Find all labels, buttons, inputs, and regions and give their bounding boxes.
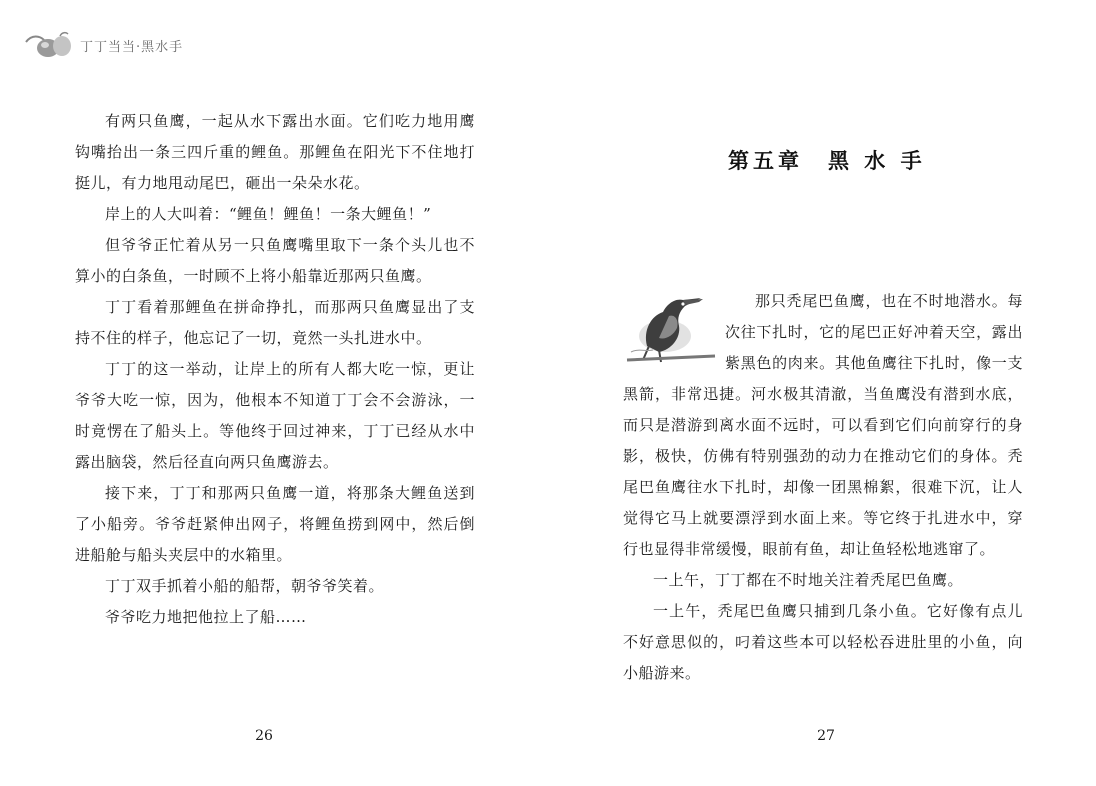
paragraph: 那只秃尾巴鱼鹰，也在不时地潜水。每次往下扎时，它的尾巴正好冲着天空，露出紫黑色的肉来。其他鱼鹰往下扎时，像一支黑箭，非常迅捷。河水极其清澈，当鱼鹰没有潜到水底，而只是潜游到离水面不远时，可以看到它们向前穿行的身影，极快，仿佛有特别强劲的动力在推动它们的身体。秃尾巴鱼鹰往水下扎时，却像一团黑棉絮，很难下沉，让人觉得它马上就要漂浮到水面上来。等它终于扎进水中，穿行也显得非常缓慢，眼前有鱼，却让鱼轻松地逃窜了。	[623, 292, 1023, 558]
right-page	[548, 0, 1096, 786]
paragraph: 接下来，丁丁和那两只鱼鹰一道，将那条大鲤鱼送到了小船旁。爷爷赶紧伸出网子，将鲤鱼捞到网中，然后倒进船舱与船头夹层中的水箱里。	[75, 484, 475, 564]
chapter-title: 第五章 黑 水 手	[728, 148, 926, 173]
page-number-left: 26	[255, 728, 273, 744]
paragraph: 丁丁双手抓着小船的船帮，朝爷爷笑着。	[105, 577, 385, 595]
paragraph: 但爷爷正忙着从另一只鱼鹰嘴里取下一条个头儿也不算小的白条鱼，一时顾不上将小船靠近那两只鱼鹰。	[75, 236, 475, 285]
paragraph: 丁丁看着那鲤鱼在拼命挣扎，而那两只鱼鹰显出了支持不住的样子，他忘记了一切，竟然一头扎进水中。	[75, 298, 475, 347]
paragraph: 一上午，丁丁都在不时地关注着秃尾巴鱼鹰。	[653, 571, 964, 589]
series-title: 丁丁当当·黑水手	[80, 39, 184, 55]
cormorant-illustration-icon	[619, 286, 719, 366]
paragraph: 爷爷吃力地把他拉上了船……	[105, 608, 307, 626]
paragraph: 丁丁的这一举动，让岸上的所有人都大吃一惊，更让爷爷大吃一惊，因为，他根本不知道丁丁会不会游泳，一时竟愣在了船头上。等他终于回过神来，丁丁已经从水中露出脑袋，然后径直向两只鱼鹰游去。	[75, 360, 475, 471]
left-page-body	[75, 106, 475, 633]
paragraph: 一上午，秃尾巴鱼鹰只捕到几条小鱼。它好像有点儿不好意思似的，叼着这些本可以轻松吞进肚里的小鱼，向小船游来。	[623, 602, 1023, 682]
paragraph: 有两只鱼鹰，一起从水下露出水面。它们吃力地用鹰钩嘴抬出一条三四斤重的鲤鱼。那鲤鱼在阳光下不住地打挺儿，有力地甩动尾巴，砸出一朵朵水花。	[75, 112, 475, 192]
paragraph: 岸上的人大叫着：“鲤鱼！鲤鱼！一条大鲤鱼！”	[105, 205, 432, 223]
page-number-right: 27	[817, 728, 835, 744]
right-page-body	[623, 286, 1023, 689]
